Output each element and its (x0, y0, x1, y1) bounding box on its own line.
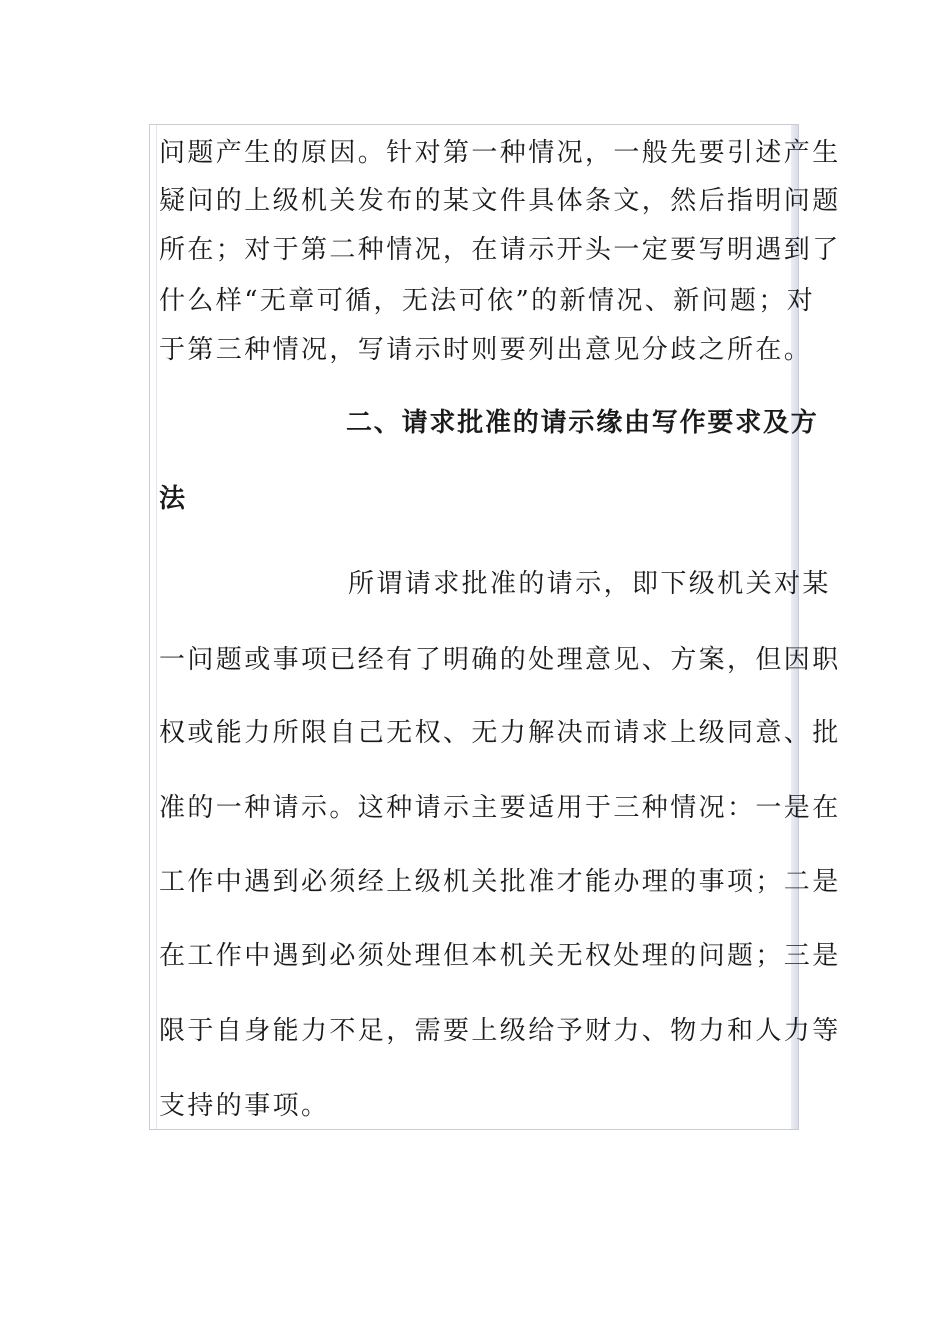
para2-line-1: 所谓请求批准的请示，即下级机关对某 (348, 569, 831, 599)
para2-line-2: 一问题或事项已经有了明确的处理意见、方案，但因职 (159, 645, 841, 675)
para2-line-6: 在工作中遇到必须处理但本机关无权处理的问题；三是 (159, 941, 841, 971)
para1-line-2: 疑问的上级机关发布的某文件具体条文，然后指明问题 (159, 186, 841, 216)
para1-line-4: 什么样“无章可循，无法可依”的新情况、新问题；对 (159, 286, 816, 316)
para1-line-1: 问题产生的原因。针对第一种情况，一般先要引述产生 (159, 138, 841, 168)
para2-line-4: 准的一种请示。这种请示主要适用于三种情况：一是在 (159, 793, 841, 823)
para2-line-3: 权或能力所限自己无权、无力解决而请求上级同意、批 (159, 718, 841, 748)
page-frame (149, 124, 799, 1130)
frame-shadow (791, 125, 798, 1129)
para2-line-5: 工作中遇到必须经上级机关批准才能办理的事项；二是 (159, 867, 841, 897)
para2-line-7: 限于自身能力不足，需要上级给予财力、物力和人力等 (159, 1016, 841, 1046)
para1-line-5: 于第三种情况，写请示时则要列出意见分歧之所在。 (159, 335, 813, 365)
section-heading-line-2: 法 (159, 484, 187, 514)
frame-inner-line (156, 125, 157, 1129)
para1-line-3: 所在；对于第二种情况，在请示开头一定要写明遇到了 (159, 235, 841, 265)
section-heading-line-1: 二、请求批准的请示缘由写作要求及方 (346, 408, 819, 438)
para2-line-8: 支持的事项。 (159, 1091, 330, 1121)
